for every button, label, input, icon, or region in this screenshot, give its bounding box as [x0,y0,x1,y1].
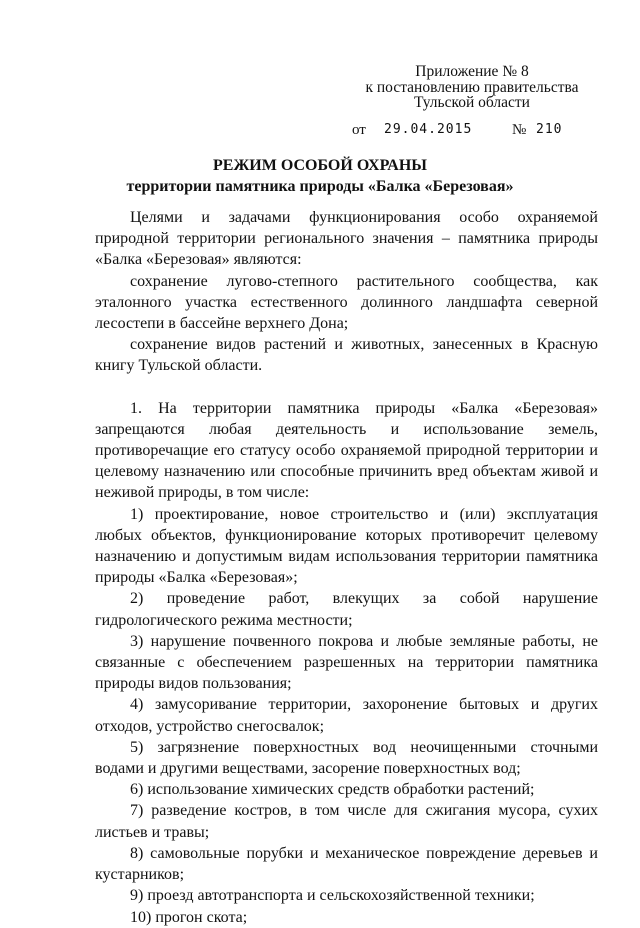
appendix-decree: к постановлению правительства [365,78,579,96]
section-paragraph: 1. На территории памятника природы «Балка «Березовая» запрещаются любая деятельность и использование земель, противоречащие его статусу особо охраняемой природной территории и целевому назначению или способные причинить вред объектам живой и неживой природы, в том числе: [95,399,598,502]
list-item: 5) загрязнение поверхностных вод неочищенными сточными водами и другими веществами, засорение поверхностных вод; [95,738,598,778]
date-label: от [352,122,366,138]
intro-paragraph: сохранение видов растений и животных, занесенных в Красную книгу Тульской области. [95,336,598,375]
list-item: 10) прогон скота; [130,908,248,926]
appendix-header [352,64,592,111]
paragraph-gap [95,377,598,398]
list-item: 2) проведение работ, влекущих за собой нарушение гидрологического режима местности; [95,590,598,629]
list-item: 3) нарушение почвенного покрова и любые земляные работы, не связанные с обеспечением разрешенных на территории памятника природы видов пользования; [95,632,598,693]
list-item: 8) самовольные порубки и механическое повреждение деревьев и кустарников; [95,844,598,884]
document-title [0,155,640,197]
document-body [95,207,598,928]
decree-date: 29.04.2015 [384,122,473,137]
appendix-number: Приложение № 8 [415,63,529,80]
title-main: РЕЖИМ ОСОБОЙ ОХРАНЫ [213,157,427,174]
intro-paragraph: сохранение лугово-степного растительного сообщества, как эталонного участка естественного долинного ландшафта северной лесостепи в бассейне верхнего Дона; [95,272,598,333]
number-label: № [512,122,527,138]
list-item: 7) разведение костров, в том числе для сжигания мусора, сухих листьев и травы; [95,802,598,841]
list-item: 9) проезд автотранспорта и сельскохозяйственной техники; [130,887,535,905]
list-item: 6) использование химических средств обработки растений; [130,781,535,799]
title-sub: территории памятника природы «Балка «Березовая» [126,178,514,195]
list-item: 1) проектирование, новое строительство и (или) эксплуатация любых объектов, функционирование которых противоречит целевому назначению и допустимым видам использования территории памятника природы «Балка «Березовая»; [95,505,598,587]
appendix-region: Тульской области [414,94,530,111]
decree-number: 210 [536,122,563,137]
list-item: 4) замусоривание территории, захоронение бытовых и других отходов, устройство снегосвалок; [95,696,598,735]
intro-paragraph: Целями и задачами функционирования особо охраняемой природной территории регионального значения – памятника природы «Балка «Березовая» являются: [95,209,598,269]
